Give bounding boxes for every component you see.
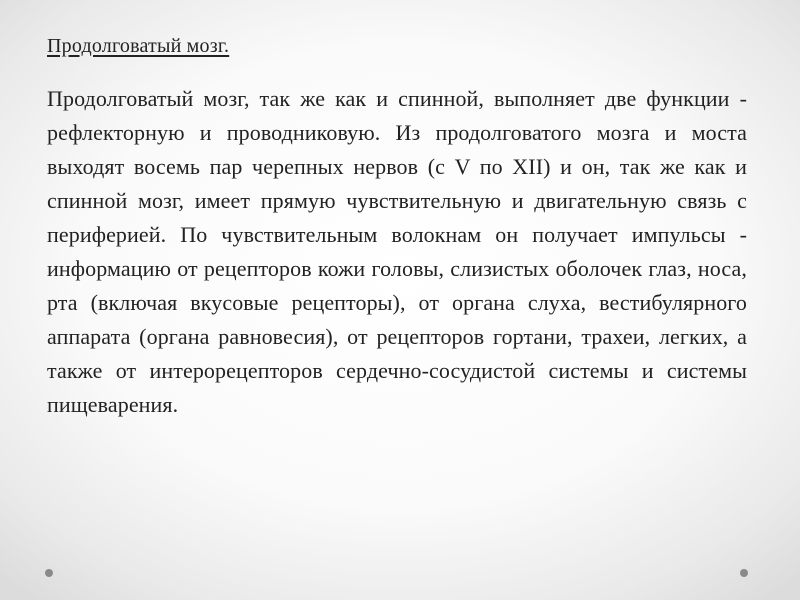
slide-title: Продолговатый мозг.: [47, 35, 230, 57]
slide-body-text: Продолговатый мозг, так же как и спинной, выполняет две функции - рефлекторную и проводниковую. Из продолговатого мозга и моста выходят восемь пар черепных нервов (с V по XII) и он, так же как и спинной мозг, имеет прямую чувствительную и двигательную связь с периферией. По чувствительным волокнам он получает импульсы - информацию от рецепторов кожи головы, слизистых оболочек глаз, носа, рта (включая вкусовые рецепторы), от органа слуха, вестибулярного аппарата (органа равновесия), от рецепторов гортани, трахеи, легких, а также от интерорецепторов сердечно-сосудистой системы и системы пищеварения.: [47, 86, 747, 417]
decorative-dot-left: [45, 569, 53, 577]
decorative-dot-right: [740, 569, 748, 577]
